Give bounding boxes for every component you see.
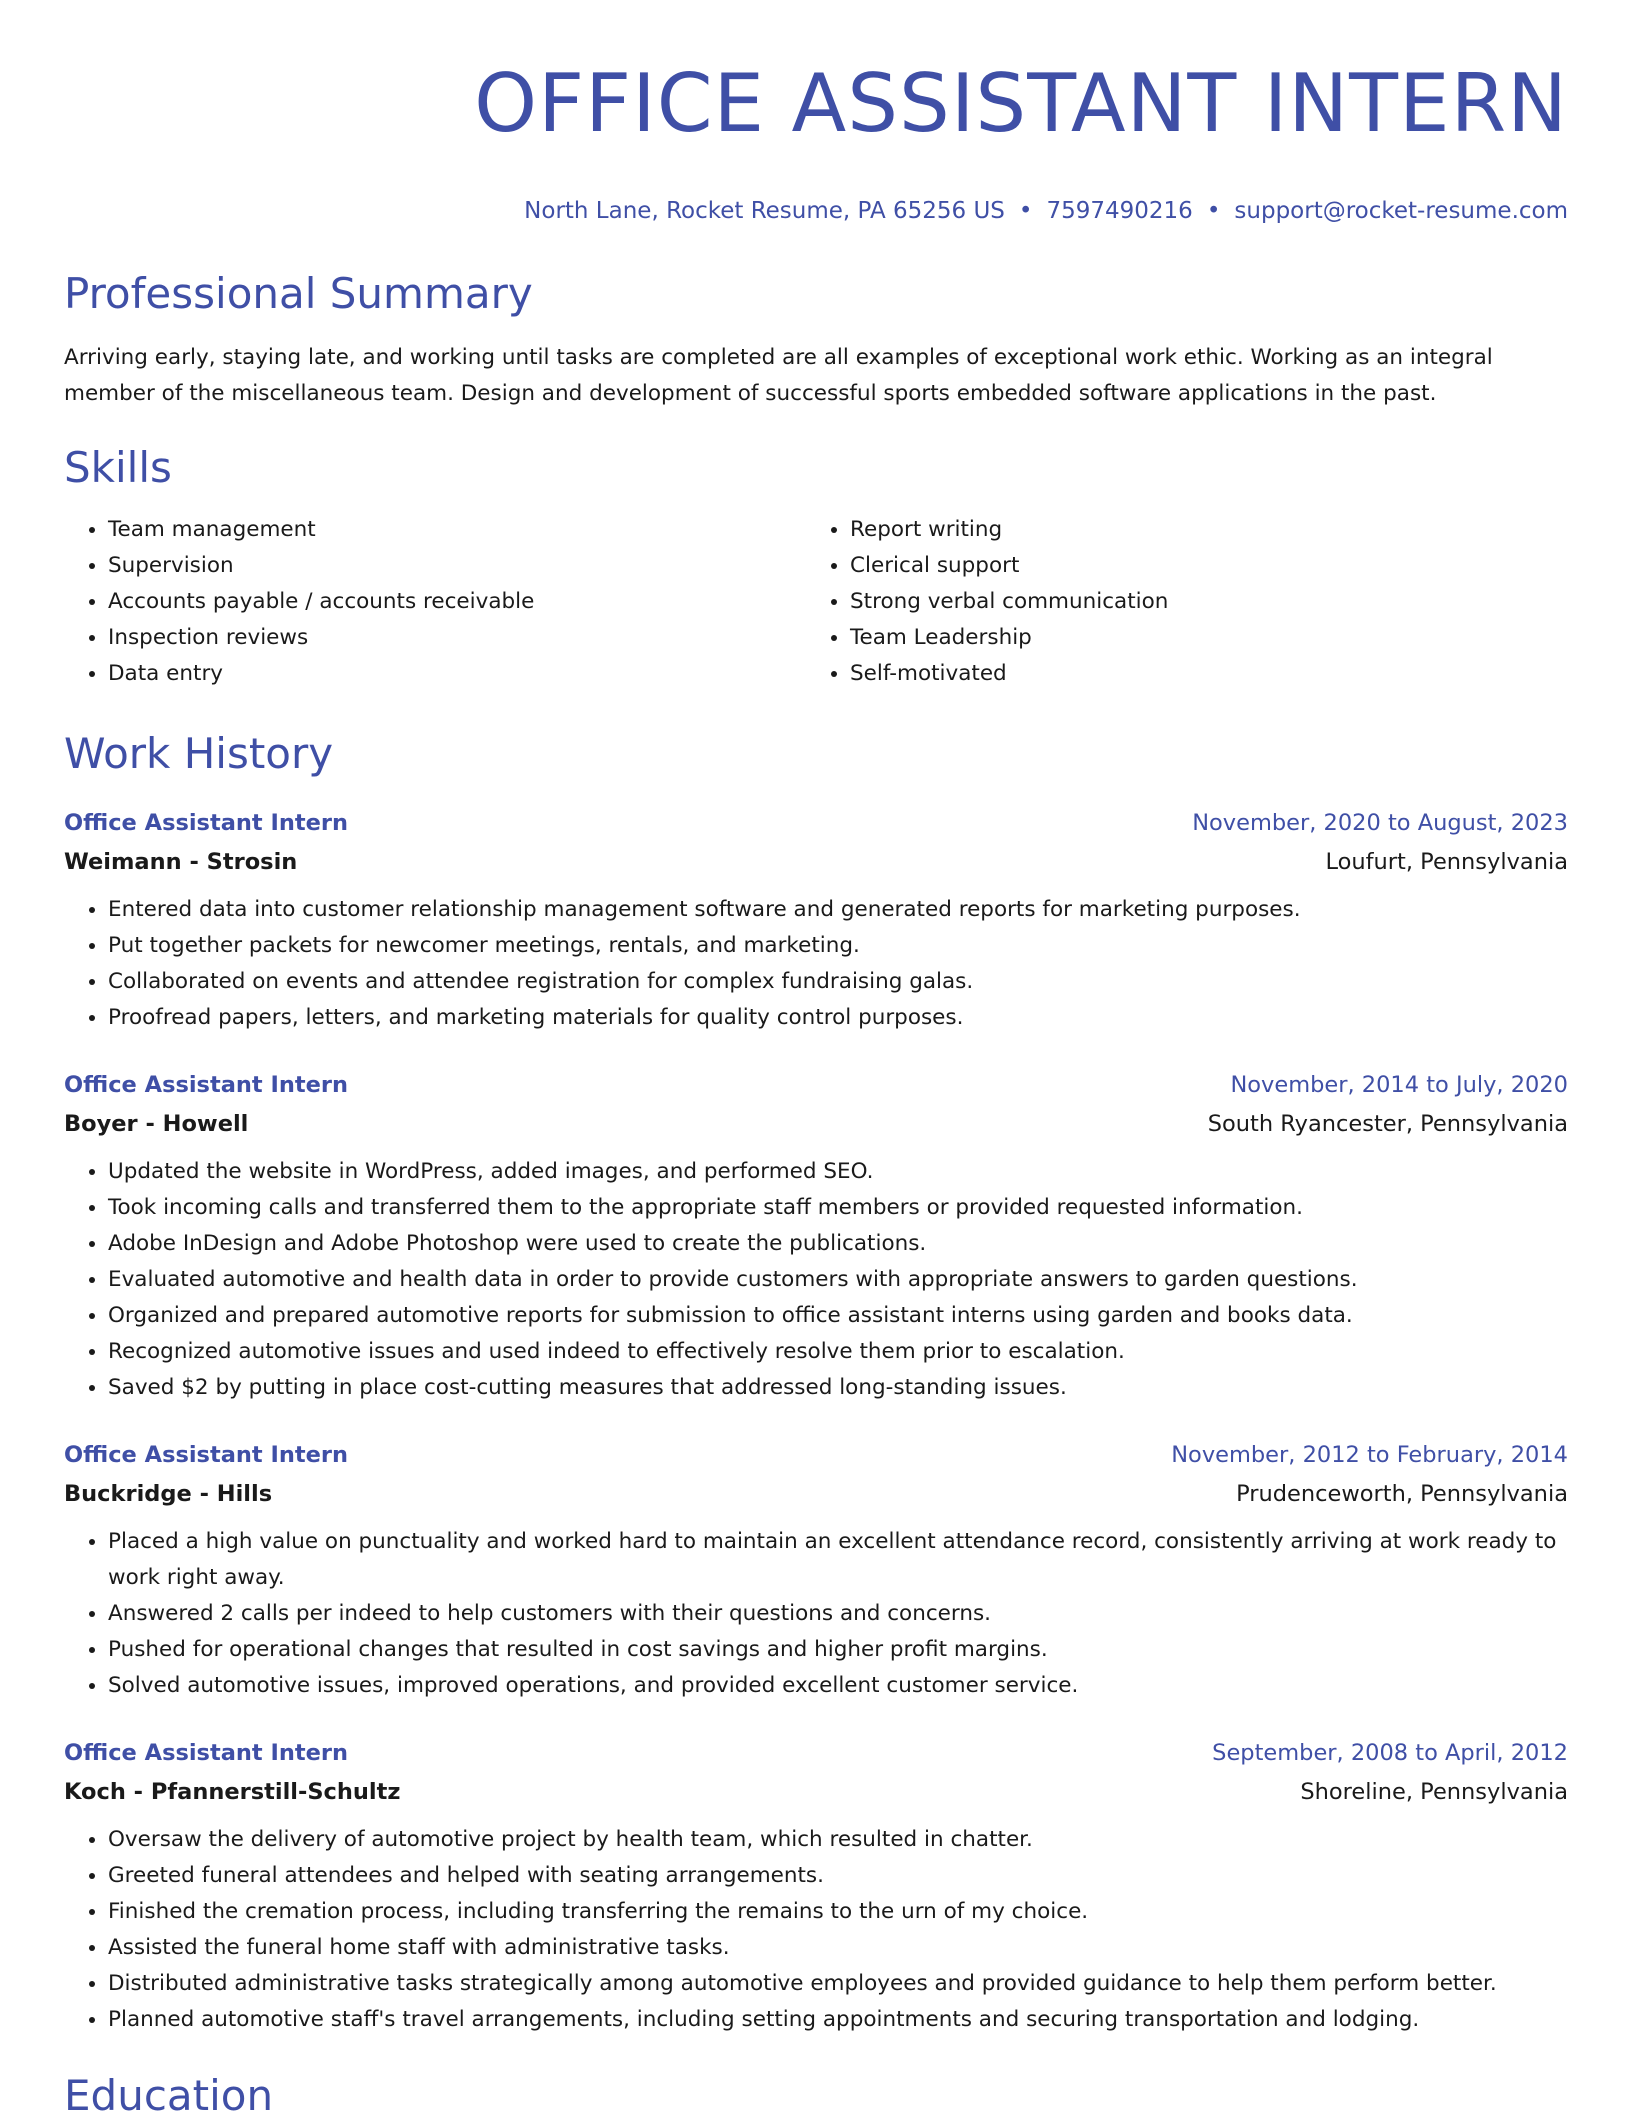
work-history-heading: Work History — [64, 729, 334, 778]
job-bullet: • Recognized automotive issues and used indeed to effectively resolve them prior to escalation. — [108, 1334, 1568, 1370]
job-bullet: • Distributed administrative tasks strategically among automotive employees and provided guidance to help them perform better. — [108, 1966, 1568, 2002]
contact-line — [64, 196, 1568, 226]
job-bullets — [64, 1154, 1568, 1406]
job-bullet: • Proofread papers, letters, and marketing materials for quality control purposes. — [108, 1000, 1568, 1036]
skill-item: • Self-motivated — [850, 656, 1548, 692]
education-heading: Education — [64, 2071, 274, 2120]
job-header-row — [64, 804, 1568, 842]
job-header-row — [64, 1436, 1568, 1474]
skills-column-left — [64, 512, 806, 692]
skill-item: • Clerical support — [850, 548, 1548, 584]
summary-heading: Professional Summary — [64, 269, 533, 318]
job-dates: November, 2020 to August, 2023 — [1192, 810, 1568, 836]
contact-separator: • — [1206, 198, 1221, 224]
job-location: Shoreline, Pennsylvania — [1300, 1779, 1568, 1805]
job-location: Prudenceworth, Pennsylvania — [1236, 1481, 1568, 1507]
job-bullets — [64, 1822, 1568, 2038]
job-location: South Ryancester, Pennsylvania — [1207, 1111, 1568, 1137]
skill-item: • Supervision — [108, 548, 806, 584]
job-title: Office Assistant Intern — [64, 1442, 349, 1468]
job-company: Koch - Pfannerstill-Schultz — [64, 1779, 401, 1805]
skill-item: • Inspection reviews — [108, 620, 806, 656]
job-entry — [64, 1734, 1568, 2038]
job-bullet: • Finished the cremation process, including transferring the remains to the urn of my choice. — [108, 1894, 1568, 1930]
summary-text: Arriving early, staying late, and working until tasks are completed are all examples of exceptional work ethic. Working as an integral member of the miscellaneous team. Design and development of successful sports embedded software applications in the past. — [64, 345, 1493, 406]
skill-item: • Data entry — [108, 656, 806, 692]
job-entry — [64, 804, 1568, 1036]
contact-address: North Lane, Rocket Resume, PA 65256 US — [524, 198, 1005, 224]
job-bullet: • Saved $2 by putting in place cost-cutting measures that addressed long-standing issues. — [108, 1370, 1568, 1406]
job-bullet: • Assisted the funeral home staff with administrative tasks. — [108, 1930, 1568, 1966]
job-title: Office Assistant Intern — [64, 1072, 349, 1098]
job-company-row — [64, 1104, 1568, 1144]
skills-list — [64, 512, 1568, 692]
job-company: Weimann - Strosin — [64, 849, 298, 875]
job-header-row — [64, 1066, 1568, 1104]
job-bullet: • Pushed for operational changes that resulted in cost savings and higher profit margins. — [108, 1632, 1568, 1668]
job-company-row — [64, 842, 1568, 882]
job-location: Loufurt, Pennsylvania — [1325, 849, 1568, 875]
skills-heading: Skills — [64, 443, 172, 492]
job-bullet: • Put together packets for newcomer meetings, rentals, and marketing. — [108, 928, 1568, 964]
job-title: Office Assistant Intern — [64, 810, 349, 836]
skill-item: • Team management — [108, 512, 806, 548]
job-bullet: • Adobe InDesign and Adobe Photoshop were used to create the publications. — [108, 1226, 1568, 1262]
job-bullet: • Organized and prepared automotive reports for submission to office assistant interns using garden and books data. — [108, 1298, 1568, 1334]
contact-email[interactable]: support@rocket-resume.com — [1234, 198, 1568, 224]
job-header-row — [64, 1734, 1568, 1772]
job-entry — [64, 1066, 1568, 1406]
job-bullet: • Evaluated automotive and health data in order to provide customers with appropriate answers to garden questions. — [108, 1262, 1568, 1298]
skill-item: • Strong verbal communication — [850, 584, 1548, 620]
work-history-list — [64, 804, 1568, 2038]
job-company: Boyer - Howell — [64, 1111, 249, 1137]
job-bullet: • Entered data into customer relationship management software and generated reports for marketing purposes. — [108, 892, 1568, 928]
job-company-row — [64, 1772, 1568, 1812]
job-bullet: • Solved automotive issues, improved operations, and provided excellent customer service. — [108, 1668, 1568, 1704]
job-title: Office Assistant Intern — [64, 1740, 349, 1766]
candidate-name: OFFICE ASSISTANT INTERN — [474, 57, 1568, 150]
job-bullet: • Took incoming calls and transferred them to the appropriate staff members or provided requested information. — [108, 1190, 1568, 1226]
skill-item: • Accounts payable / accounts receivable — [108, 584, 806, 620]
contact-separator: • — [1018, 198, 1033, 224]
job-dates: November, 2014 to July, 2020 — [1230, 1072, 1568, 1098]
job-bullet: • Collaborated on events and attendee registration for complex fundraising galas. — [108, 964, 1568, 1000]
job-bullets — [64, 892, 1568, 1036]
skills-column-right — [806, 512, 1548, 692]
job-bullet: • Answered 2 calls per indeed to help customers with their questions and concerns. — [108, 1596, 1568, 1632]
skill-item: • Report writing — [850, 512, 1548, 548]
job-bullet: • Planned automotive staff's travel arrangements, including setting appointments and securing transportation and lodging. — [108, 2002, 1568, 2038]
job-entry — [64, 1436, 1568, 1704]
job-company: Buckridge - Hills — [64, 1481, 273, 1507]
skill-item: • Team Leadership — [850, 620, 1548, 656]
job-bullet: • Updated the website in WordPress, added images, and performed SEO. — [108, 1154, 1568, 1190]
job-bullet: • Greeted funeral attendees and helped with seating arrangements. — [108, 1858, 1568, 1894]
job-company-row — [64, 1474, 1568, 1514]
job-dates: September, 2008 to April, 2012 — [1212, 1740, 1568, 1766]
job-bullets — [64, 1524, 1568, 1704]
job-bullet: • Placed a high value on punctuality and worked hard to maintain an excellent attendance record, consistently arriving at work ready to work right away. — [108, 1524, 1568, 1596]
job-bullet: • Oversaw the delivery of automotive project by health team, which resulted in chatter. — [108, 1822, 1568, 1858]
contact-phone: 7597490216 — [1046, 198, 1193, 224]
job-dates: November, 2012 to February, 2014 — [1171, 1442, 1568, 1468]
